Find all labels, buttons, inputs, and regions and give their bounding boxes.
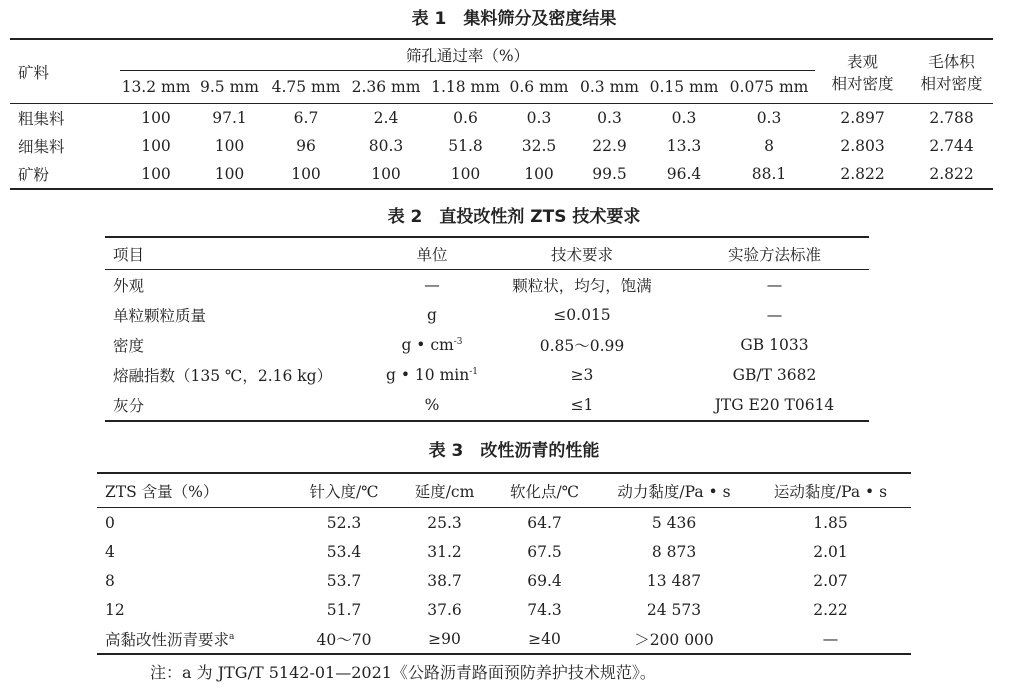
cell: — (822, 629, 839, 648)
col-header-dynamic-viscosity: 动力黏度/Pa • s (598, 473, 750, 508)
unit-cell: g • 10 $\min^{-1}$ (386, 366, 478, 384)
col-header-softening-point: 软化点/℃ (491, 473, 598, 508)
cell: 8 (105, 571, 115, 590)
table-row (97, 508, 911, 538)
cell: 100 (214, 165, 245, 183)
sieve-size-header: 0.6 mm (504, 71, 574, 104)
cell: 32.5 (521, 137, 557, 155)
cell: 40～70 (316, 630, 372, 649)
cell: ＞200 000 (634, 630, 714, 649)
sieve-size-header: 4.75 mm (267, 71, 345, 104)
unit-cell: g (427, 306, 437, 324)
col-header-penetration: 针入度/℃ (290, 473, 398, 508)
unit-cell: — (424, 276, 440, 294)
table-row (105, 360, 869, 390)
method-cell: — (766, 306, 783, 324)
table-row (105, 300, 869, 330)
method-cell: GB/T 3682 (732, 366, 817, 384)
sieve-group-header: 筛孔通过率（%） (120, 39, 815, 71)
sieve-size-header: 9.5 mm (192, 71, 267, 104)
cell: 100 (524, 165, 554, 183)
cell: 100 (214, 137, 245, 155)
col-header-unit: 单位 (380, 237, 484, 270)
unit-cell: g • $cm^{-3}$ (401, 336, 463, 354)
cell: 8 873 (651, 542, 697, 561)
cell: 99.5 (592, 165, 627, 183)
item-cell: 单粒颗粒质量 (113, 307, 207, 325)
cell: 64.7 (527, 513, 562, 532)
apparent-density-header: 表观 相对密度 (815, 39, 910, 104)
sieve-size-header: 0.075 mm (723, 71, 815, 104)
table-row (105, 390, 869, 421)
col-header-zts-content: ZTS 含量（%） (97, 473, 290, 508)
method-cell: GB 1033 (740, 336, 809, 354)
footnote: 注：a 为 JTG/T 5142-01—2021《公路沥青路面预防养护技术规范》。 (150, 663, 656, 682)
cell: 13.3 (666, 137, 702, 155)
cell: 25.3 (427, 513, 462, 532)
cell: 2.803 (840, 137, 885, 155)
cell: 1.85 (813, 513, 848, 532)
cell: ≥40 (528, 629, 561, 648)
table3-caption: 表 3 改性沥青的性能 (428, 441, 600, 461)
table-row (97, 566, 911, 595)
table1-caption: 表 1 集料筛分及密度结果 (411, 9, 617, 29)
item-cell: 熔融指数（135 ℃，2.16 kg） (113, 367, 333, 385)
cell: 37.6 (427, 600, 462, 619)
table-row (105, 330, 869, 360)
cell: 0.3 (597, 109, 622, 127)
item-cell: 密度 (113, 337, 145, 355)
cell: 22.9 (592, 137, 627, 155)
cell: 80.3 (368, 137, 404, 155)
cell: 2.788 (929, 109, 974, 127)
table-row (10, 104, 993, 133)
cell: 100 (450, 165, 481, 183)
table-row (105, 270, 869, 301)
cell: 2.897 (840, 109, 885, 127)
cell: 96 (296, 137, 316, 155)
cell: 12 (105, 600, 125, 619)
table1-body (10, 104, 993, 190)
cell: 52.3 (326, 513, 362, 532)
requirement-cell: ≤1 (570, 396, 594, 414)
cell: ≥90 (428, 629, 461, 648)
cell: 67.5 (527, 542, 562, 561)
sieve-size-header: 1.18 mm (427, 71, 504, 104)
cell: 100 (291, 165, 321, 183)
table-row (10, 132, 993, 160)
requirement-cell: ≤0.015 (553, 306, 611, 324)
col-header-item: 项目 (105, 237, 380, 270)
cell: 38.7 (427, 571, 462, 590)
table-row (97, 595, 911, 624)
cell: 100 (141, 165, 171, 183)
cell: 4 (105, 542, 115, 561)
method-cell: — (766, 276, 783, 294)
cell: 100 (371, 165, 401, 183)
table3-modified-asphalt-performance (97, 472, 911, 655)
col-header-kinematic-viscosity: 运动黏度/Pa • s (750, 473, 911, 508)
cell: 2.22 (813, 600, 848, 619)
cell: 88.1 (751, 165, 787, 183)
cell: 6.7 (293, 109, 319, 127)
cell: 53.4 (326, 542, 362, 561)
cell: 2.822 (929, 165, 974, 183)
requirement-cell: ≥3 (570, 366, 594, 384)
cell: 31.2 (427, 542, 462, 561)
sieve-size-header: 13.2 mm (120, 71, 192, 104)
cell: 100 (141, 109, 171, 127)
table2-caption: 表 2 直投改性剂 ZTS 技术要求 (387, 207, 641, 227)
table-row (97, 537, 911, 566)
sieve-size-header: 2.36 mm (345, 71, 427, 104)
cell: 0.3 (671, 109, 697, 127)
sieve-size-header: 0.3 mm (574, 71, 645, 104)
col-header-method: 实验方法标准 (680, 237, 869, 270)
method-cell: JTG E20 T0614 (714, 396, 835, 414)
table1-aggregate-sieving (10, 38, 993, 190)
row-label: 矿粉 (18, 166, 50, 184)
cell: 2.744 (929, 137, 974, 155)
cell: 69.4 (527, 571, 562, 590)
cell: 53.7 (326, 571, 362, 590)
cell: 0.6 (453, 109, 478, 127)
table2-zts-requirements (105, 236, 869, 422)
col-header-requirement: 技术要求 (484, 237, 680, 270)
cell: 2.07 (813, 571, 848, 590)
cell: 2.822 (840, 165, 885, 183)
item-cell: 灰分 (113, 397, 145, 415)
cell: 0.3 (526, 109, 552, 127)
requirement-cell: 颗粒状，均匀，饱满 (512, 277, 652, 295)
item-cell: 外观 (113, 277, 145, 295)
cell: 0.3 (756, 109, 782, 127)
cell: 24 573 (646, 600, 702, 619)
requirement-label: 高黏改性沥青要求$^a$ (105, 630, 235, 649)
cell: 97.1 (212, 109, 247, 127)
cell: 5 436 (651, 513, 697, 532)
cell: 0 (105, 513, 115, 532)
unit-cell: % (424, 396, 440, 414)
requirement-cell: 0.85～0.99 (539, 337, 625, 355)
cell: 8 (764, 137, 774, 155)
col-header-ductility: 延度/cm (398, 473, 491, 508)
cell: 74.3 (527, 600, 562, 619)
cell: 51.8 (448, 137, 483, 155)
row-header-mineral: 矿料 (10, 39, 120, 104)
table-row (10, 160, 993, 189)
row-label: 细集料 (18, 138, 65, 156)
cell: 100 (141, 137, 171, 155)
cell: 96.4 (666, 165, 702, 183)
cell: 51.7 (326, 600, 362, 619)
cell: 2.01 (813, 542, 848, 561)
bulk-density-header: 毛体积 相对密度 (910, 39, 993, 104)
table-row-requirement (97, 624, 911, 654)
cell: 13 487 (646, 571, 702, 590)
row-label: 粗集料 (18, 110, 65, 128)
cell: 2.4 (373, 109, 399, 127)
sieve-size-header: 0.15 mm (645, 71, 723, 104)
